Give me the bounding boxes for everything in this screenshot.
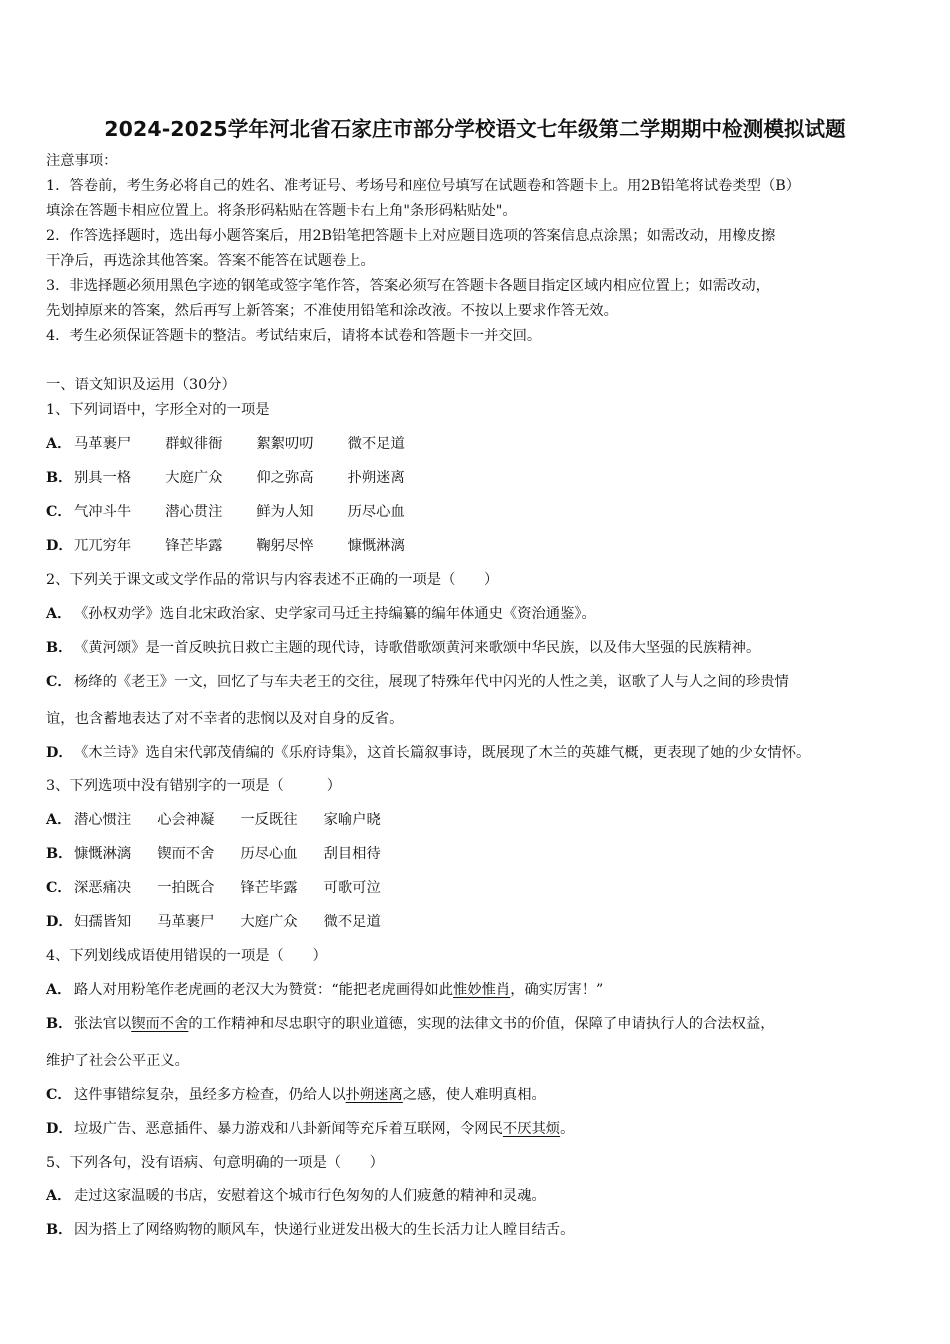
option-text: 。	[560, 1121, 575, 1137]
option-label: D．	[46, 914, 73, 930]
option-word: 锲而不舍	[157, 846, 215, 862]
option-text: 走过这家温暖的书店，安慰着这个城市行色匆匆的人们疲惫的精神和灵魂。	[74, 1188, 546, 1204]
option-text: 的工作精神和尽忠职守的职业道德，实现的法律文书的价值，保障了申请执行人的合法权益，	[188, 1016, 775, 1032]
question-1-option-a	[46, 434, 439, 454]
option-word: 群蚁徘衙	[165, 436, 223, 452]
option-label: A．	[46, 436, 72, 452]
question-2-option-a	[46, 604, 596, 624]
option-word: 马革裹尸	[157, 914, 215, 930]
option-label: B．	[46, 640, 73, 656]
question-2-option-c-continued: 谊，也含蓄地表达了对不幸者的悲悯以及对自身的反省。	[46, 711, 404, 727]
question-4-option-a	[46, 980, 603, 1000]
option-word: 潜心贯注	[165, 504, 223, 520]
option-word: 家喻户晓	[323, 812, 381, 828]
option-label: B．	[46, 470, 73, 486]
question-2-option-b	[46, 638, 760, 658]
option-word: 历尽心血	[240, 846, 298, 862]
option-label: A．	[46, 1188, 72, 1204]
option-word: 别具一格	[74, 470, 132, 486]
question-1-option-c	[46, 502, 439, 522]
option-text: 路人对用粉笔作老虎画的老汉大为赞赏：“能把老虎画得如此	[74, 982, 454, 998]
option-label: A．	[46, 812, 72, 828]
notice-line: 4．考生必须保证答题卡的整洁。考试结束后，请将本试卷和答题卡一并交回。	[46, 328, 542, 344]
question-3-option-b	[46, 844, 415, 864]
question-5-option-a	[46, 1186, 546, 1206]
option-text: 因为搭上了网络购物的顺风车，快递行业迸发出极大的生长活力让人瞠目结舌。	[74, 1222, 575, 1238]
notice-line: 2．作答选择题时，选出每小题答案后，用2B铅笔把答题卡上对应题目选项的答案信息点涂黑；如需改动，用橡皮擦	[46, 228, 776, 244]
option-word: 微不足道	[347, 436, 405, 452]
question-4-option-d	[46, 1119, 574, 1139]
option-word: 兀兀穷年	[74, 538, 132, 554]
section-heading: 一、语文知识及运用（30分）	[46, 377, 236, 393]
option-word: 潜心惯注	[74, 812, 132, 828]
option-word: 大庭广众	[165, 470, 223, 486]
question-4-option-c	[46, 1085, 546, 1105]
question-1-option-b	[46, 468, 439, 488]
option-text: 《黄河颂》是一首反映抗日救亡主题的现代诗，诗歌借歌颂黄河来歌颂中华民族，以及伟大坚强的民族精神。	[74, 640, 761, 656]
option-word: 锋芒毕露	[165, 538, 223, 554]
option-label: D．	[46, 745, 73, 761]
question-3-option-d	[46, 912, 415, 932]
option-word: 马革裹尸	[74, 436, 132, 452]
option-word: 刮目相待	[323, 846, 381, 862]
notice-line: 1．答卷前，考生务必将自己的姓名、准考证号、考场号和座位号填写在试题卷和答题卡上。用2B铅笔将试卷类型（B）	[46, 178, 801, 194]
question-4-option-b-continued: 维护了社会公平正义。	[46, 1053, 189, 1069]
option-word: 可歌可泣	[323, 880, 381, 896]
underlined-idiom: 扑朔迷离	[345, 1087, 403, 1103]
question-4-stem: 4、下列划线成语使用错误的一项是（ ）	[46, 948, 327, 964]
option-word: 仰之弥高	[256, 470, 314, 486]
option-label: D．	[46, 538, 73, 554]
question-4-option-b	[46, 1014, 775, 1034]
option-text: 之感，使人难明真相。	[402, 1087, 546, 1103]
page-title: 2024-2025学年河北省石家庄市部分学校语文七年级第二学期期中检测模拟试题	[104, 117, 846, 141]
question-2-option-c	[46, 672, 789, 692]
option-word: 一拍既合	[157, 880, 215, 896]
option-label: C．	[46, 504, 72, 520]
option-text: 张法官以	[74, 1016, 132, 1032]
option-word: 气冲斗牛	[74, 504, 132, 520]
question-5-option-b	[46, 1220, 574, 1240]
option-label: B．	[46, 1016, 73, 1032]
option-text: 《孙权劝学》选自北宋政治家、史学家司马迁主持编纂的编年体通史《资治通鉴》。	[74, 606, 596, 622]
option-text: 《木兰诗》选自宋代郭茂倩编的《乐府诗集》，这首长篇叙事诗，既展现了木兰的英雄气概，更表现了她的少女情怀。	[74, 745, 811, 761]
notice-line: 先划掉原来的答案，然后再写上新答案；不准使用铅笔和涂改液。不按以上要求作答无效。	[46, 303, 618, 319]
option-text: ，确实厉害！”	[510, 982, 604, 998]
option-word: 鲜为人知	[256, 504, 314, 520]
option-word: 大庭广众	[240, 914, 298, 930]
option-text: 垃圾广告、恶意插件、暴力游戏和八卦新闻等充斥着互联网，令网民	[74, 1121, 503, 1137]
option-text: 这件事错综复杂，虽经多方检查，仍给人以	[74, 1087, 346, 1103]
option-word: 锋芒毕露	[240, 880, 298, 896]
option-label: A．	[46, 606, 72, 622]
option-label: B．	[46, 846, 73, 862]
option-text: 杨绛的《老王》一文，回忆了与车夫老王的交往，展现了特殊年代中闪光的人性之美，讴歌了人与人之间的珍贵情	[74, 674, 789, 690]
option-label: C．	[46, 674, 72, 690]
option-word: 慷慨淋漓	[74, 846, 132, 862]
option-word: 深恶痛决	[74, 880, 132, 896]
question-2-option-d	[46, 743, 810, 763]
question-3-option-c	[46, 878, 415, 898]
notice-line: 干净后，再选涂其他答案。答案不能答在试题卷上。	[46, 253, 375, 269]
option-word: 鞠躬尽悴	[256, 538, 314, 554]
option-word: 絮絮叨叨	[256, 436, 314, 452]
question-3-stem: 3、下列选项中没有错别字的一项是（ ）	[46, 778, 342, 794]
underlined-idiom: 锲而不舍	[131, 1016, 189, 1032]
notice-line: 填涂在答题卡相应位置上。将条形码粘贴在答题卡右上角"条形码粘贴处"。	[46, 203, 517, 219]
option-label: C．	[46, 1087, 72, 1103]
option-label: C．	[46, 880, 72, 896]
option-label: D．	[46, 1121, 73, 1137]
notice-line: 3．非选择题必须用黑色字迹的钢笔或签字笔作答，答案必须写在答题卡各题目指定区域内相应位置上；如需改动，	[46, 278, 770, 294]
option-label: A．	[46, 982, 72, 998]
notice-heading: 注意事项：	[46, 153, 118, 169]
option-word: 微不足道	[323, 914, 381, 930]
question-2-stem: 2、下列关于课文或文学作品的常识与内容表述不正确的一项是（ ）	[46, 572, 499, 588]
option-word: 一反既往	[240, 812, 298, 828]
underlined-idiom: 惟妙惟肖	[453, 982, 511, 998]
option-word: 历尽心血	[347, 504, 405, 520]
option-word: 扑朔迷离	[347, 470, 405, 486]
option-word: 慷慨淋漓	[347, 538, 405, 554]
option-word: 妇孺皆知	[74, 914, 132, 930]
question-1-stem: 1、下列词语中，字形全对的一项是	[46, 402, 270, 418]
question-3-option-a	[46, 810, 415, 830]
underlined-idiom: 不厌其烦	[502, 1121, 561, 1137]
option-label: B．	[46, 1222, 73, 1238]
question-1-option-d	[46, 536, 439, 556]
question-5-stem: 5、下列各句，没有语病、句意明确的一项是（ ）	[46, 1155, 384, 1171]
option-word: 心会神凝	[157, 812, 215, 828]
